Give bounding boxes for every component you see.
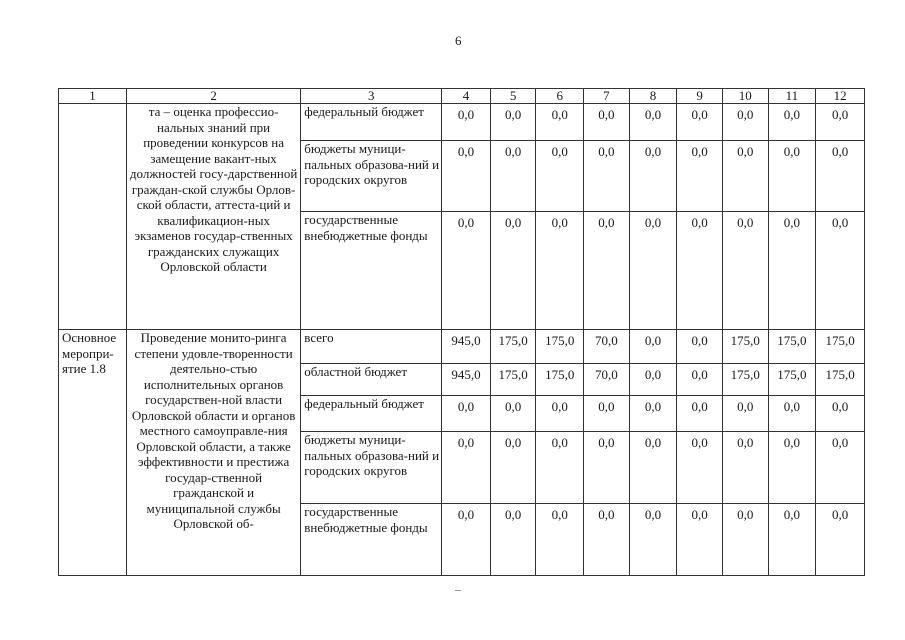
amount-cell: 0,0 <box>584 104 630 141</box>
amount-cell: 0,0 <box>442 432 491 504</box>
amount-cell: 0,0 <box>442 212 491 330</box>
amount-cell: 0,0 <box>629 141 677 212</box>
column-number: 4 <box>442 89 491 104</box>
amount-cell: 0,0 <box>536 104 584 141</box>
amount-cell: 0,0 <box>442 396 491 432</box>
amount-cell: 0,0 <box>677 141 723 212</box>
amount-cell: 175,0 <box>768 364 816 396</box>
amount-cell: 175,0 <box>722 330 768 364</box>
table-header-row <box>59 89 865 104</box>
amount-cell: 0,0 <box>536 432 584 504</box>
amount-cell: 0,0 <box>584 396 630 432</box>
amount-cell: 0,0 <box>629 364 677 396</box>
column-number: 1 <box>59 89 127 104</box>
amount-cell: 945,0 <box>442 330 491 364</box>
amount-cell: 0,0 <box>722 212 768 330</box>
amount-cell: 0,0 <box>442 504 491 576</box>
funding-source: бюджеты муници-пальных образова-ний и городских округов <box>301 141 442 212</box>
table-row <box>59 330 865 364</box>
amount-cell: 175,0 <box>768 330 816 364</box>
measure-description: Проведение монито-ринга степени удовле-творенности деятельно-стью исполнительных органов государствен-ной власти Орловской области и органов местного самоуправле-ния Орловской области, а также эффективности и престижа государ-ственной гражданской и муниципальной службы Орловской об- <box>126 330 300 576</box>
amount-cell: 175,0 <box>490 364 536 396</box>
measure-description: та – оценка профессио-нальных знаний при проведении конкурсов на замещение вакант-ных должностей госу-дарственной граждан-ской службы Орлов-ской области, аттеста-ций и квалификацион-ных экзаменов государ-ственных гражданских служащих Орловской области <box>126 104 300 330</box>
table-row <box>59 104 865 141</box>
amount-cell: 0,0 <box>768 141 816 212</box>
amount-cell: 0,0 <box>584 504 630 576</box>
amount-cell: 0,0 <box>677 504 723 576</box>
amount-cell: 175,0 <box>536 330 584 364</box>
amount-cell: 0,0 <box>629 212 677 330</box>
amount-cell: 0,0 <box>768 432 816 504</box>
amount-cell: 0,0 <box>816 212 865 330</box>
amount-cell: 0,0 <box>536 504 584 576</box>
amount-cell: 0,0 <box>768 212 816 330</box>
column-number: 11 <box>768 89 816 104</box>
amount-cell: 0,0 <box>490 212 536 330</box>
page-number: 6 <box>455 33 462 48</box>
amount-cell: 0,0 <box>584 141 630 212</box>
amount-cell: 0,0 <box>722 104 768 141</box>
amount-cell: 0,0 <box>816 504 865 576</box>
amount-cell: 175,0 <box>490 330 536 364</box>
funding-source: федеральный бюджет <box>301 104 442 141</box>
column-number: 6 <box>536 89 584 104</box>
amount-cell: 0,0 <box>722 141 768 212</box>
amount-cell: 0,0 <box>536 141 584 212</box>
measure-label <box>59 104 127 330</box>
amount-cell: 0,0 <box>490 396 536 432</box>
column-number: 3 <box>301 89 442 104</box>
funding-source: федеральный бюджет <box>301 396 442 432</box>
scan-mark <box>455 590 461 591</box>
amount-cell: 0,0 <box>768 104 816 141</box>
amount-cell: 0,0 <box>629 504 677 576</box>
amount-cell: 0,0 <box>722 432 768 504</box>
amount-cell: 0,0 <box>677 396 723 432</box>
amount-cell: 0,0 <box>816 104 865 141</box>
column-number: 7 <box>584 89 630 104</box>
amount-cell: 0,0 <box>629 330 677 364</box>
column-number: 2 <box>126 89 300 104</box>
amount-cell: 0,0 <box>816 141 865 212</box>
amount-cell: 0,0 <box>629 104 677 141</box>
column-number: 10 <box>722 89 768 104</box>
amount-cell: 0,0 <box>490 504 536 576</box>
amount-cell: 0,0 <box>677 330 723 364</box>
column-number: 12 <box>816 89 865 104</box>
amount-cell: 0,0 <box>722 396 768 432</box>
amount-cell: 0,0 <box>629 432 677 504</box>
amount-cell: 0,0 <box>584 432 630 504</box>
column-number: 8 <box>629 89 677 104</box>
funding-source: государственные внебюджетные фонды <box>301 504 442 576</box>
amount-cell: 0,0 <box>536 396 584 432</box>
amount-cell: 0,0 <box>816 396 865 432</box>
amount-cell: 0,0 <box>677 364 723 396</box>
amount-cell: 0,0 <box>722 504 768 576</box>
funding-source: всего <box>301 330 442 364</box>
amount-cell: 175,0 <box>536 364 584 396</box>
amount-cell: 945,0 <box>442 364 491 396</box>
amount-cell: 0,0 <box>490 141 536 212</box>
amount-cell: 0,0 <box>677 432 723 504</box>
amount-cell: 175,0 <box>816 364 865 396</box>
column-number: 9 <box>677 89 723 104</box>
amount-cell: 175,0 <box>816 330 865 364</box>
amount-cell: 70,0 <box>584 330 630 364</box>
amount-cell: 0,0 <box>768 504 816 576</box>
amount-cell: 0,0 <box>677 212 723 330</box>
amount-cell: 0,0 <box>584 212 630 330</box>
amount-cell: 0,0 <box>768 396 816 432</box>
amount-cell: 0,0 <box>442 141 491 212</box>
amount-cell: 0,0 <box>816 432 865 504</box>
funding-source: государственные внебюджетные фонды <box>301 212 442 330</box>
amount-cell: 0,0 <box>442 104 491 141</box>
amount-cell: 0,0 <box>629 396 677 432</box>
amount-cell: 0,0 <box>490 432 536 504</box>
amount-cell: 0,0 <box>677 104 723 141</box>
column-number: 5 <box>490 89 536 104</box>
amount-cell: 175,0 <box>722 364 768 396</box>
budget-table <box>58 88 865 576</box>
measure-label: Основное меропри-ятие 1.8 <box>59 330 127 576</box>
funding-source: бюджеты муници-пальных образова-ний и городских округов <box>301 432 442 504</box>
amount-cell: 0,0 <box>490 104 536 141</box>
funding-source: областной бюджет <box>301 364 442 396</box>
amount-cell: 70,0 <box>584 364 630 396</box>
amount-cell: 0,0 <box>536 212 584 330</box>
